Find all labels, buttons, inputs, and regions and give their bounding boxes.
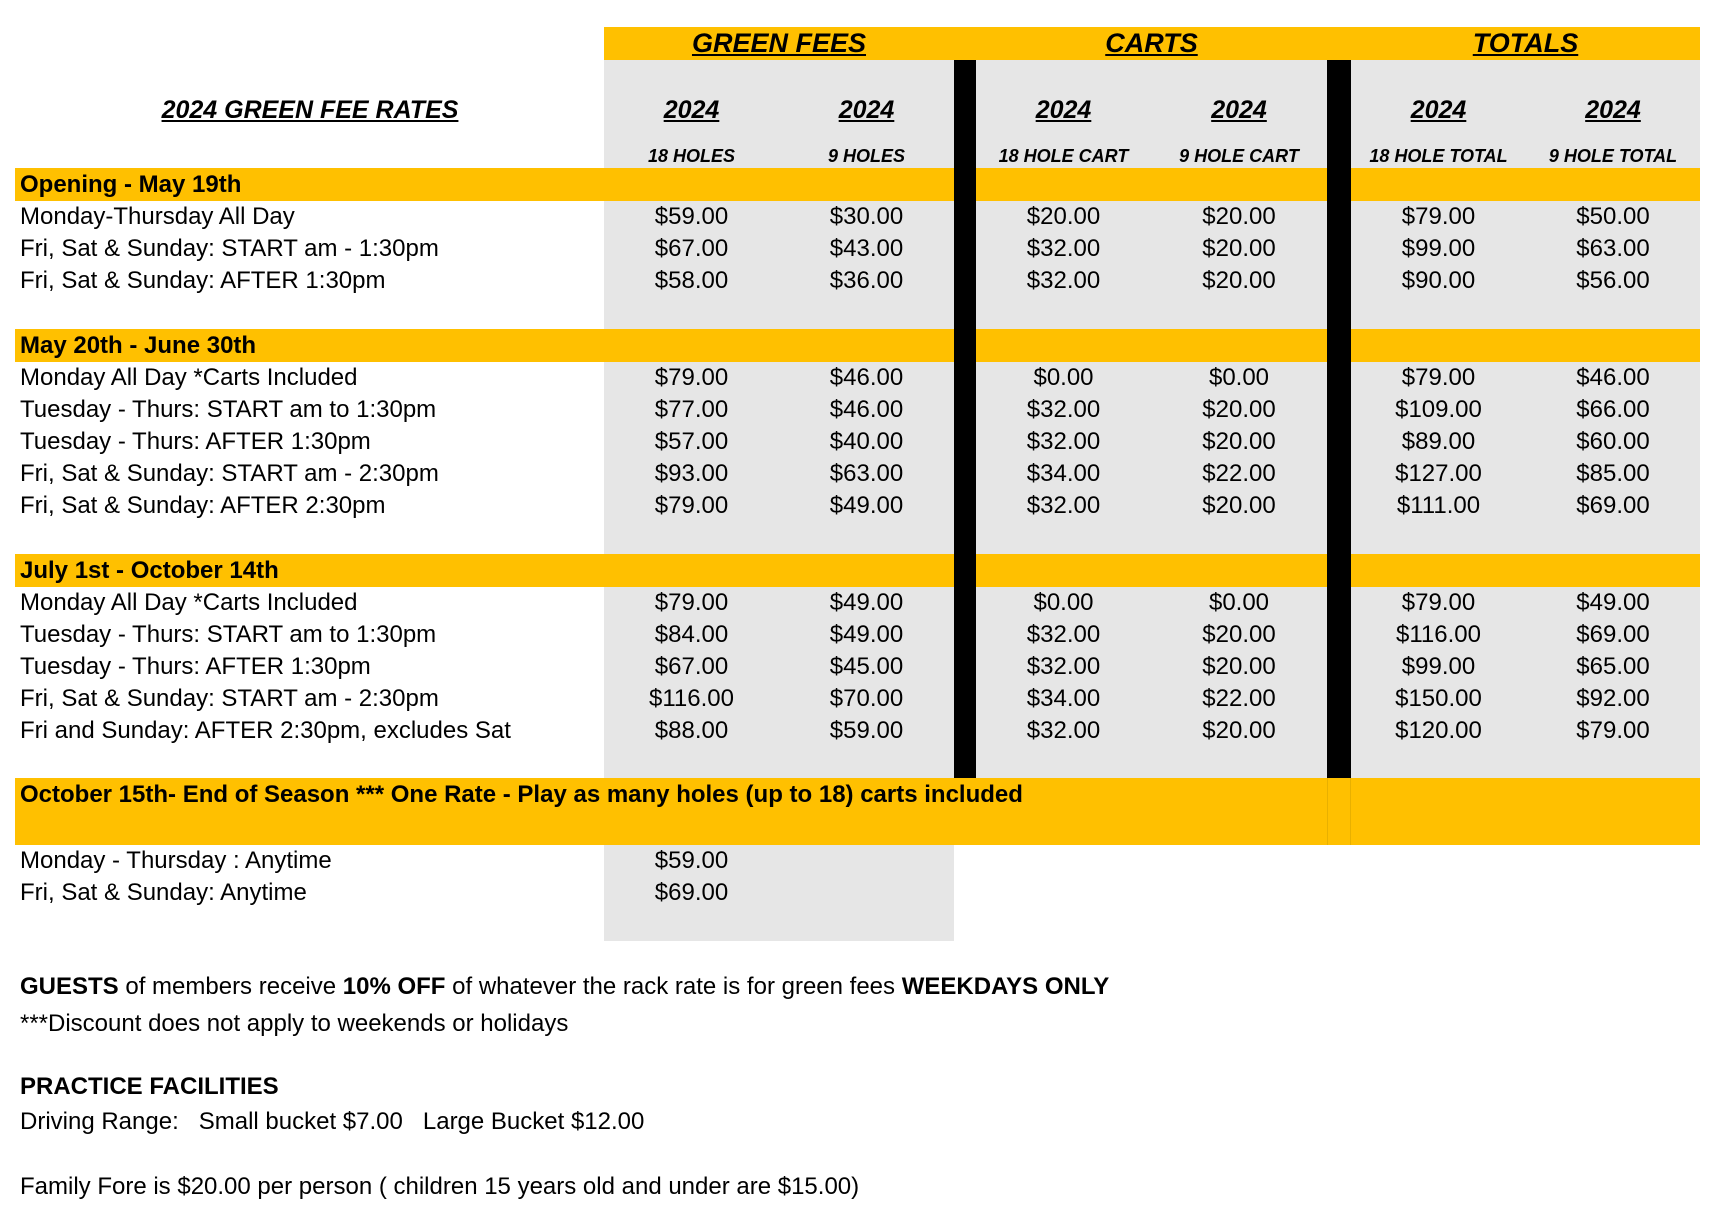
price-cell: $0.00 [1033, 364, 1094, 391]
guests-bold: GUESTS [20, 973, 119, 1000]
price-cell: $20.00 [1202, 235, 1276, 262]
section-header-october [15, 778, 1700, 845]
price-cell: $67.00 [654, 653, 729, 680]
col-label-6: 9 HOLE TOTAL [1548, 146, 1678, 166]
price-cell: $59.00 [654, 847, 729, 874]
price-cell: $92.00 [1576, 685, 1650, 712]
section-header-opening [15, 168, 1700, 201]
price-cell: $32.00 [1026, 717, 1101, 744]
price-cell: $63.00 [1576, 235, 1650, 262]
row-label: Fri, Sat & Sunday: AFTER 2:30pm [20, 492, 386, 519]
row-label: Monday All Day *Carts Included [20, 589, 358, 616]
group-totals: TOTALS [1472, 28, 1579, 58]
weekdays-bold: WEEKDAYS ONLY [901, 973, 1110, 1000]
group-carts: CARTS [1105, 28, 1198, 58]
discount-bold: 10% OFF [342, 973, 446, 1000]
section-header-may [15, 329, 1700, 362]
col-label-2: 9 HOLES [827, 146, 906, 166]
price-cell: $49.00 [829, 621, 904, 648]
price-cell: $70.00 [829, 685, 904, 712]
price-cell: $20.00 [1026, 203, 1101, 230]
price-cell: $20.00 [1202, 621, 1276, 648]
price-cell: $88.00 [654, 717, 729, 744]
price-cell: $20.00 [1202, 492, 1276, 519]
price-cell: $63.00 [829, 460, 904, 487]
row-label: Fri, Sat & Sunday: START am - 2:30pm [20, 685, 439, 712]
price-cell: $99.00 [1401, 235, 1476, 262]
price-cell: $32.00 [1026, 267, 1101, 294]
divider-october-line [1327, 778, 1351, 845]
price-cell: $0.00 [1208, 589, 1270, 616]
section-title: Opening - May 19th [20, 171, 242, 198]
price-cell: $22.00 [1202, 685, 1276, 712]
row-label: Fri and Sunday: AFTER 2:30pm, excludes Sat [20, 717, 511, 744]
price-cell: $127.00 [1395, 460, 1482, 487]
row-label: Monday-Thursday All Day [20, 203, 295, 230]
price-cell: $59.00 [654, 203, 729, 230]
page-title: 2024 GREEN FEE RATES [161, 96, 459, 124]
row-label: Tuesday - Thurs: AFTER 1:30pm [20, 428, 371, 455]
price-cell: $50.00 [1576, 203, 1650, 230]
guests-text: of members receive [118, 973, 343, 1000]
price-cell: $34.00 [1026, 685, 1101, 712]
price-cell: $93.00 [654, 460, 729, 487]
row-label: Monday All Day *Carts Included [20, 364, 358, 391]
price-cell: $79.00 [1401, 364, 1476, 391]
price-cell: $69.00 [1576, 621, 1650, 648]
price-cell: $36.00 [829, 267, 904, 294]
col-year-6: 2024 [1585, 96, 1641, 124]
row-label: Fri, Sat & Sunday: Anytime [20, 879, 307, 906]
section-title: May 20th - June 30th [20, 332, 257, 359]
price-cell: $34.00 [1026, 460, 1101, 487]
price-cell: $65.00 [1576, 653, 1650, 680]
row-label: Tuesday - Thurs: START am to 1:30pm [20, 621, 437, 648]
price-cell: $32.00 [1026, 653, 1101, 680]
price-cell: $0.00 [1033, 589, 1094, 616]
price-cell: $43.00 [829, 235, 904, 262]
price-cell: $49.00 [1576, 589, 1650, 616]
guests-note [20, 973, 1109, 1001]
col-label-4: 9 HOLE CART [1179, 146, 1299, 166]
price-cell: $109.00 [1395, 396, 1482, 423]
price-cell: $56.00 [1576, 267, 1650, 294]
row-label: Tuesday - Thurs: AFTER 1:30pm [20, 653, 371, 680]
col-year-4: 2024 [1211, 96, 1267, 124]
price-cell: $32.00 [1026, 428, 1101, 455]
price-cell: $20.00 [1202, 653, 1276, 680]
price-cell: $77.00 [654, 396, 729, 423]
family-fore-note: Family Fore is $20.00 per person ( children 15 years old and under are $15.00) [20, 1173, 860, 1200]
row-label: Monday - Thursday : Anytime [20, 847, 332, 874]
price-cell: $32.00 [1026, 621, 1101, 648]
group-green-fees: GREEN FEES [691, 28, 867, 58]
price-cell: $46.00 [829, 364, 904, 391]
discount-note: ***Discount does not apply to weekends or holidays [20, 1010, 569, 1037]
col-label-3: 18 HOLE CART [998, 146, 1129, 166]
price-cell: $49.00 [829, 492, 904, 519]
price-cell: $79.00 [1401, 589, 1476, 616]
price-cell: $85.00 [1576, 460, 1650, 487]
price-cell: $46.00 [829, 396, 904, 423]
section-title: July 1st - October 14th [20, 557, 279, 584]
price-cell: $79.00 [654, 364, 729, 391]
col-label-1: 18 HOLES [647, 146, 736, 166]
price-cell: $46.00 [1576, 364, 1650, 391]
price-cell: $84.00 [654, 621, 729, 648]
price-cell: $79.00 [1401, 203, 1476, 230]
price-cell: $116.00 [1396, 621, 1481, 648]
price-cell: $20.00 [1202, 267, 1276, 294]
price-cell: $40.00 [829, 428, 904, 455]
practice-title: PRACTICE FACILITIES [20, 1073, 279, 1100]
col-year-1: 2024 [663, 96, 720, 124]
price-cell: $150.00 [1395, 685, 1482, 712]
price-cell: $79.00 [1576, 717, 1650, 744]
price-cell: $20.00 [1202, 428, 1276, 455]
price-cell: $67.00 [654, 235, 729, 262]
price-cell: $79.00 [654, 589, 729, 616]
price-cell: $32.00 [1026, 492, 1101, 519]
price-cell: $20.00 [1202, 203, 1276, 230]
price-cell: $32.00 [1026, 235, 1101, 262]
price-cell: $69.00 [654, 879, 729, 906]
price-cell: $60.00 [1576, 428, 1650, 455]
price-cell: $59.00 [829, 717, 904, 744]
price-cell: $22.00 [1202, 460, 1276, 487]
price-cell: $0.00 [1208, 364, 1270, 391]
price-cell: $89.00 [1401, 428, 1476, 455]
row-label: Fri, Sat & Sunday: START am - 2:30pm [20, 460, 439, 487]
price-cell: $45.00 [829, 653, 904, 680]
price-cell: $79.00 [654, 492, 729, 519]
price-cell: $99.00 [1401, 653, 1476, 680]
divider-carts-totals [1327, 60, 1351, 778]
section-header-july [15, 554, 1700, 587]
col-label-5: 18 HOLE TOTAL [1369, 146, 1508, 166]
row-label: Tuesday - Thurs: START am to 1:30pm [20, 396, 437, 423]
price-cell: $30.00 [829, 203, 904, 230]
guests-text-2: of whatever the rack rate is for green fees [445, 973, 902, 1000]
price-cell: $66.00 [1576, 396, 1650, 423]
row-label: Fri, Sat & Sunday: AFTER 1:30pm [20, 267, 386, 294]
price-cell: $20.00 [1202, 396, 1276, 423]
price-cell: $116.00 [649, 685, 734, 712]
driving-range-note: Driving Range: Small bucket $7.00 Large Bucket $12.00 [20, 1108, 645, 1135]
divider-green-carts [954, 60, 976, 778]
col-year-3: 2024 [1035, 96, 1092, 124]
price-cell: $90.00 [1401, 267, 1476, 294]
price-cell: $120.00 [1395, 717, 1482, 744]
col-year-5: 2024 [1410, 96, 1467, 124]
price-cell: $57.00 [654, 428, 729, 455]
price-cell: $69.00 [1576, 492, 1650, 519]
price-cell: $58.00 [654, 267, 729, 294]
price-cell: $20.00 [1202, 717, 1276, 744]
price-cell: $32.00 [1026, 396, 1101, 423]
price-cell: $49.00 [829, 589, 904, 616]
row-label: Fri, Sat & Sunday: START am - 1:30pm [20, 235, 439, 262]
section-title: October 15th- End of Season *** One Rate - Play as many holes (up to 18) carts included [20, 781, 1023, 808]
price-cell: $111.00 [1396, 492, 1481, 519]
col-year-2: 2024 [838, 96, 895, 124]
